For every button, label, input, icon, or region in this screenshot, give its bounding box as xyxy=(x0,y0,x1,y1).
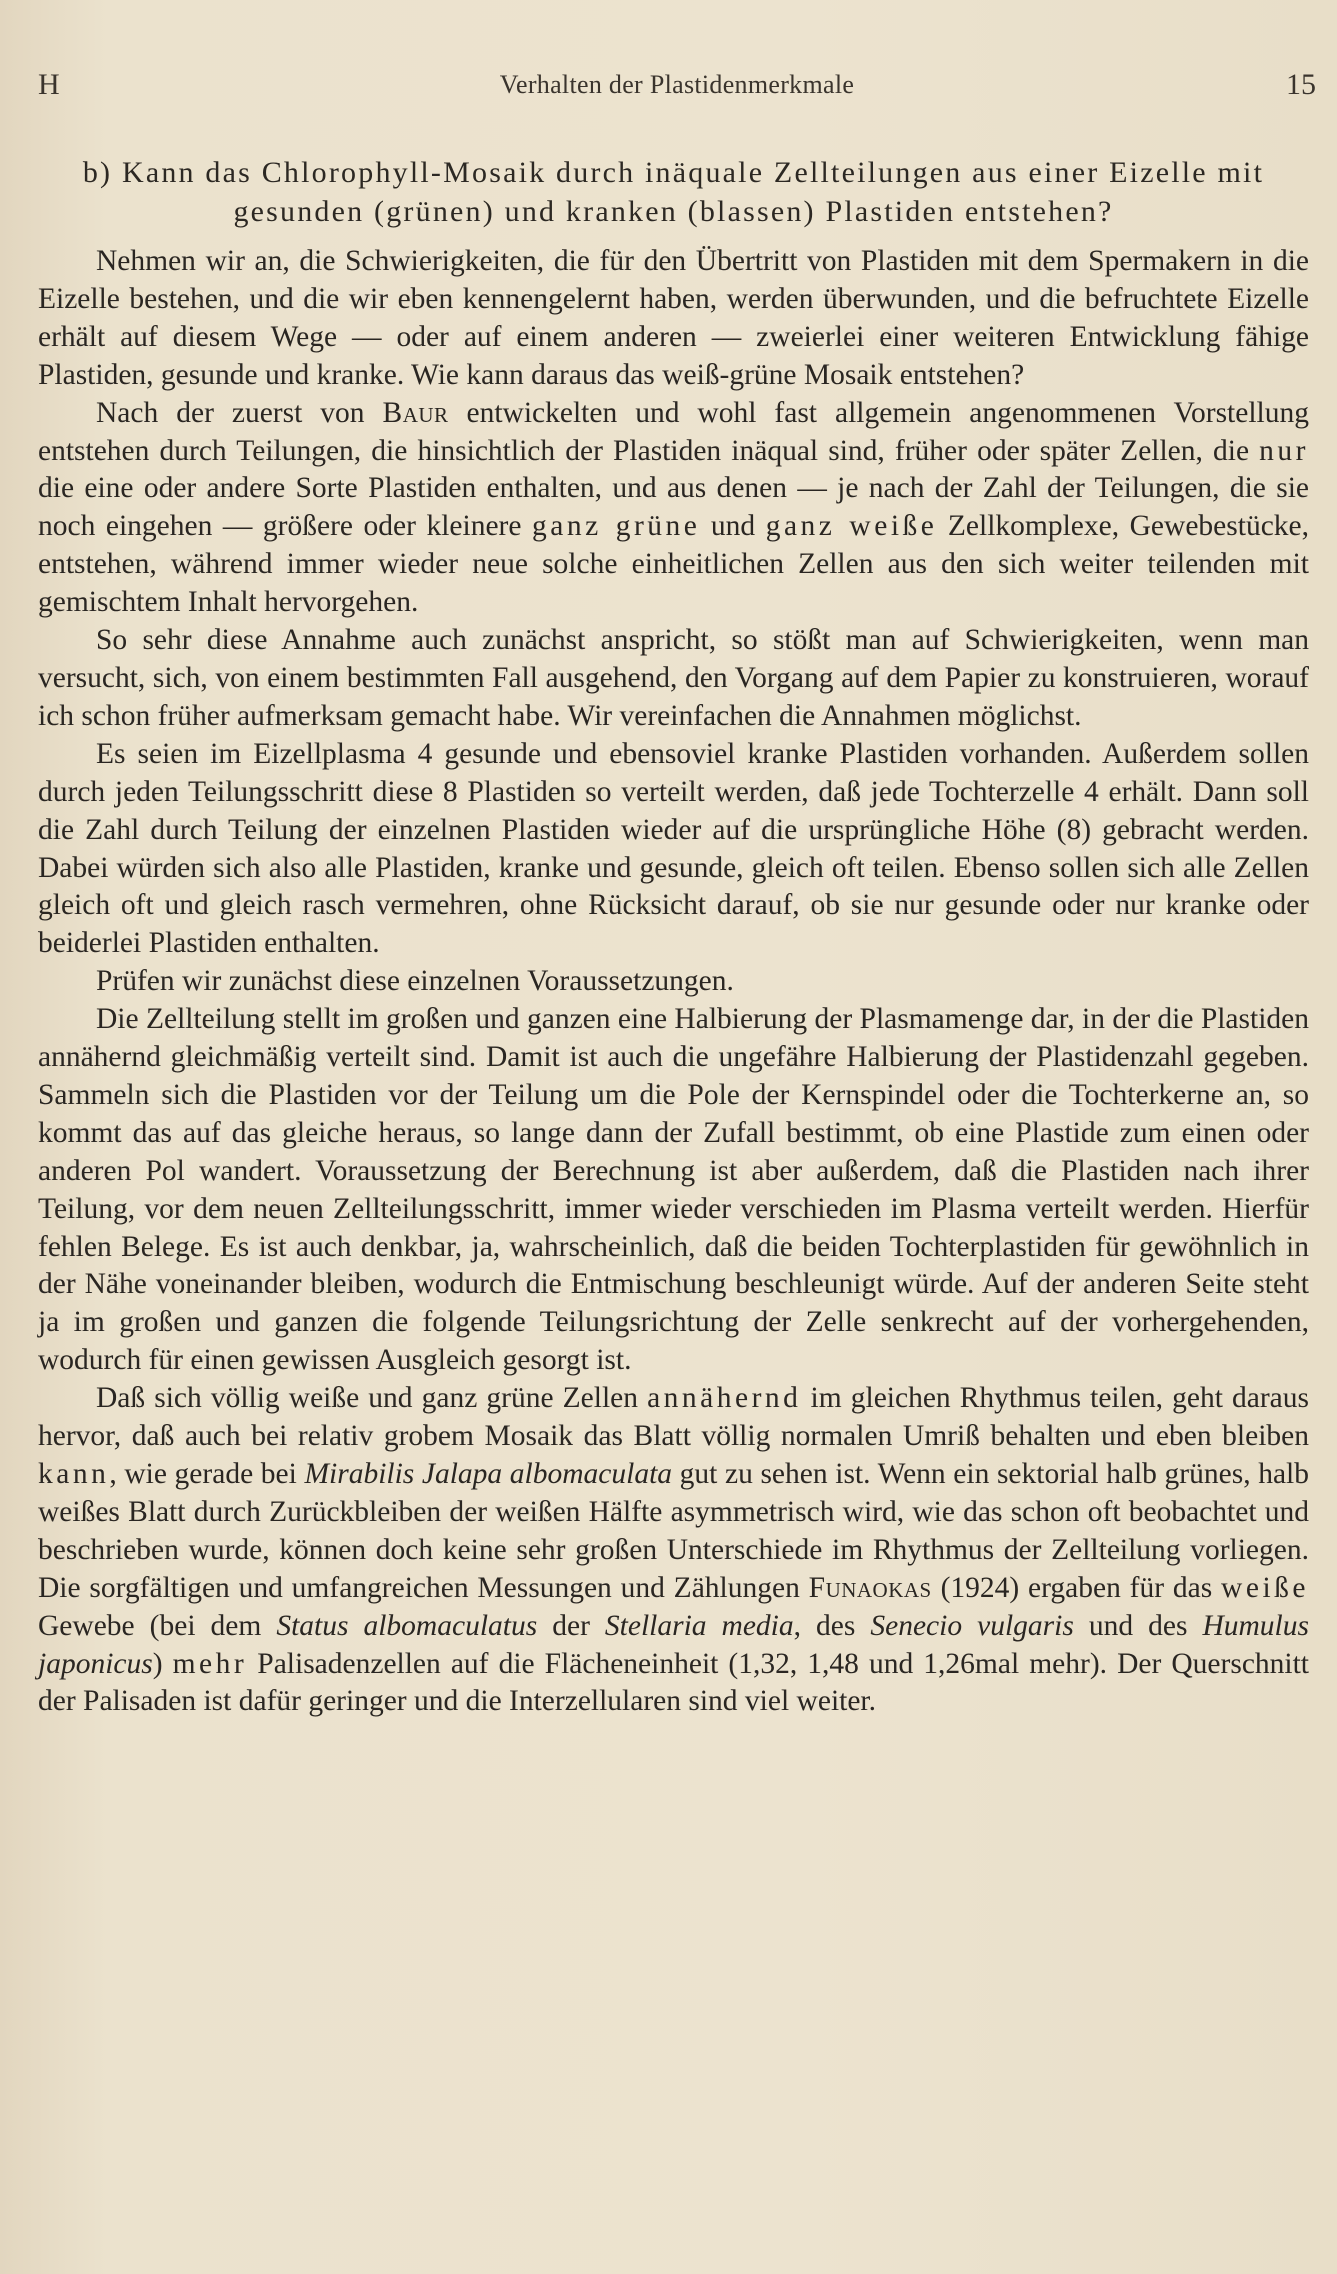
page-number: 15 xyxy=(1286,68,1316,101)
author-name: Funaokas xyxy=(808,1571,932,1604)
text-run: die eine oder andere Sorte Plastiden enthalten, und aus denen — je nach der Zahl der Teilungen, die sie noch eingehen — größere oder kleinere xyxy=(38,472,1309,543)
running-head xyxy=(38,68,1316,108)
text-run: der xyxy=(537,1609,605,1642)
text-run: Daß sich völlig weiße und ganz grüne Zellen xyxy=(96,1382,648,1415)
text-run: , wie gerade bei xyxy=(109,1458,305,1490)
text-run: , des xyxy=(793,1609,871,1642)
text-run: Zellkomplexe, Gewebestücke, entstehen, während immer wieder neue solche einheitlichen Zellen aus den sich weiter teilenden mit gemischtem Inhalt hervorgehen. xyxy=(38,510,1310,619)
paragraph-2 xyxy=(38,395,1309,622)
species-name: Status albomaculatus xyxy=(276,1609,538,1642)
author-name: Baur xyxy=(382,396,449,429)
emphasis-spaced: ganz weiße xyxy=(765,510,938,543)
emphasis-spaced: mehr xyxy=(172,1647,248,1680)
emphasis-spaced: ganz grüne xyxy=(532,510,701,543)
text-run: gut zu sehen ist. Wenn ein sektorial halb grünes, halb weißes Blatt durch Zurückbleiben der weißen Hälfte asymmetrisch wird, wie das schon oft beobachtet und beschrieben wurde, können doch keine sehr großen Unterschiede im Rhythmus der Zellteilung vorliegen. Die sorgfältigen und umfangreichen Messungen und Zählungen xyxy=(38,1458,1309,1604)
paragraph-7 xyxy=(38,1380,1309,1721)
text-run: ) xyxy=(152,1647,173,1680)
text-run: im gleichen Rhythmus teilen, geht daraus hervor, daß auch bei relativ grobem Mosaik das Blatt völlig normalen Umriß behalten und eben bleiben xyxy=(38,1382,1309,1453)
paragraph-4: Es seien im Eizellplasma 4 gesunde und ebensoviel kranke Plastiden vorhanden. Außerdem sollen durch jeden Teilungsschritt diese 8 Plastiden so verteilt werden, daß jede Tochterzelle 4 erhält. Dann soll die Zahl durch Teilung der einzelnen Plastiden wieder auf die ursprüngliche Höhe (8) gebracht werden. Dabei würden sich also alle Plastiden, kranke und gesunde, gleich oft teilen. Ebenso sollen sich alle Zellen gleich oft und gleich rasch vermehren, ohne Rücksicht darauf, ob sie nur gesunde oder nur kranke oder beiderlei Plastiden enthalten. xyxy=(38,737,1309,960)
species-name: Humulus japonicus xyxy=(38,1609,1309,1680)
emphasis-spaced: nur xyxy=(1259,434,1309,467)
running-title: Verhalten der Plastidenmerkmale xyxy=(499,70,855,99)
section-letter: H xyxy=(38,68,60,101)
paragraph-5: Prüfen wir zunächst diese einzelnen Voraussetzungen. xyxy=(96,965,734,998)
species-name: Senecio vulgaris xyxy=(870,1609,1074,1642)
paragraph-6: Die Zellteilung stellt im großen und ganzen eine Halbierung der Plasmamenge dar, in der die Plastiden annähernd gleichmäßig verteilt sind. Damit ist auch die ungefähre Halbierung der Plastidenzahl gegeben. Sammeln sich die Plastiden vor der Teilung um die Pole der Kernspindel oder die Tochterkerne an, so kommt das auf das gleiche heraus, so lange dann der Zufall bestimmt, ob eine Plastide zum einen oder anderen Pol wandert. Voraussetzung der Berechnung ist aber außerdem, daß die Plastiden nach ihrer Teilung, vor dem neuen Zellteilungsschritt, immer wieder verschieden im Plasma verteilt werden. Hierfür fehlen Belege. Es ist auch denkbar, ja, wahrscheinlich, daß die beiden Tochterplastiden für gewöhnlich in der Nähe voneinander bleiben, wodurch die Entmischung beschleunigt würde. Auf der anderen Seite steht ja im großen und ganzen die folgende Teilungsrichtung der Zelle senkrecht auf der vorhergehenden, wodurch für einen gewissen Ausgleich gesorgt ist. xyxy=(38,1003,1309,1377)
paragraph-1: Nehmen wir an, die Schwierigkeiten, die für den Übertritt von Plastiden mit dem Spermakern in die Eizelle bestehen, und die wir eben kennengelernt haben, werden überwunden, und die befruchtete Eizelle erhält auf diesem Wege — oder auf einem anderen — zweierlei einer weiteren Entwicklung fähige Plastiden, gesunde und kranke. Wie kann daraus das weiß-grüne Mosaik entstehen? xyxy=(38,245,1309,391)
text-run: und xyxy=(700,510,766,543)
species-name: Mirabilis Jalapa albomaculata xyxy=(304,1458,673,1490)
species-name: Stellaria media xyxy=(604,1609,794,1642)
text-run: (1924) ergaben für das xyxy=(931,1571,1222,1604)
text-run: Nach der zuerst von xyxy=(96,396,383,429)
emphasis-spaced: annähernd xyxy=(647,1382,802,1415)
paragraph-3: So sehr diese Annahme auch zunächst anspricht, so stößt man auf Schwierigkeiten, wenn man versucht, sich, von einem bestimmten Fall ausgehend, den Vorgang auf dem Papier zu konstruieren, worauf ich schon früher aufmerksam gemacht habe. Wir vereinfachen die Annahmen möglichst. xyxy=(38,624,1309,732)
text-run: Palisadenzellen auf die Flächeneinheit (1,32, 1,48 und 1,26mal mehr). Der Querschnitt der Palisaden ist dafür geringer und die Interzellularen sind viel weiter. xyxy=(38,1647,1309,1718)
section-heading: b) Kann das Chlorophyll-Mosaik durch inäquale Zellteilungen aus einer Eizelle mit gesunden (grünen) und kranken (blassen) Plastiden entstehen? xyxy=(82,156,1265,228)
text-run: Gewebe (bei dem xyxy=(38,1609,277,1642)
text-run: und des xyxy=(1073,1609,1203,1642)
emphasis-spaced: kann xyxy=(38,1458,110,1490)
body-text xyxy=(38,153,1309,1721)
text-run: entwickelten und wohl fast allgemein angenommenen Vorstellung entstehen durch Teilungen, die hinsichtlich der Plastiden inäqual sind, früher oder später Zellen, die xyxy=(38,396,1309,467)
emphasis-spaced: weiße xyxy=(1221,1571,1309,1604)
